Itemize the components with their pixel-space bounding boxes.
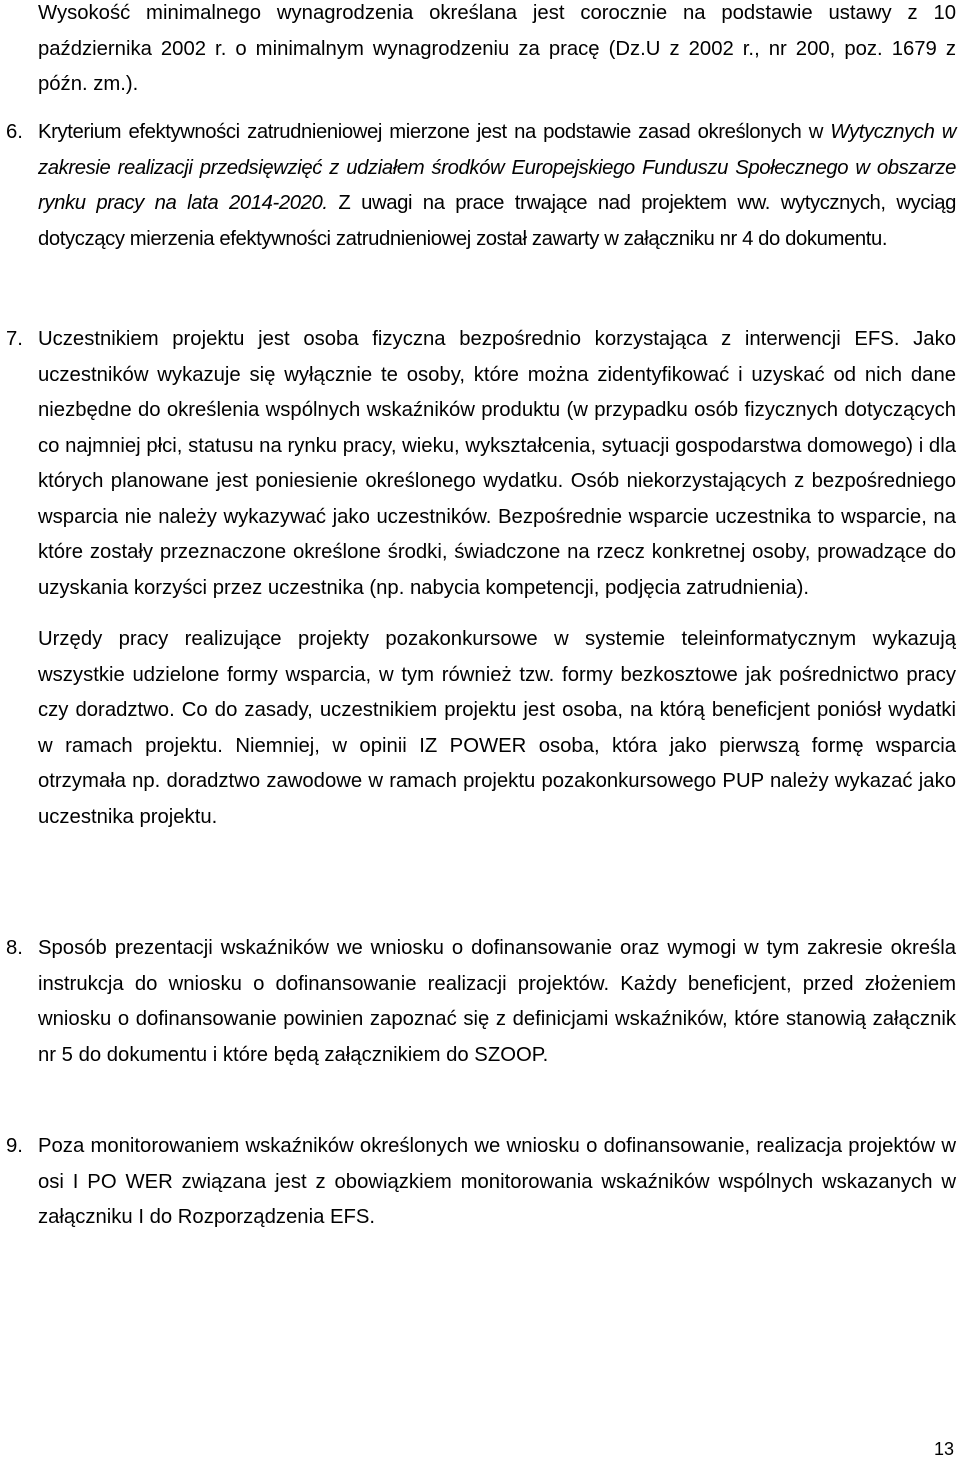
- item-7-paragraph-1: Uczestnikiem projektu jest osoba fizyczna bezpośrednio korzystająca z interwencji EFS. Jako uczestników wykazuje się wyłącznie te osoby, które można zidentyfikować i uzyskać od nich dane niezbędne do określenia wspólnych wskaźników produktu (w przypadku osób fizycznych dotyczących co najmniej płci, statusu na rynku pracy, wieku, wykształcenia, sytuacji gospodarstwa domowego) i dla których planowane jest poniesienie określonego wydatku. Osób niekorzystających z bezpośredniego wsparcia nie należy wykazywać jako uczestników. Bezpośrednie wsparcie uczestnika to wsparcie, na które zostały przeznaczone określone środki, świadczone na rzecz konkretnej osoby, prowadzące do uzyskania korzyści przez uczestnika (np. nabycia kompetencji, podjęcia zatrudnienia).: [38, 328, 956, 599]
- item-9-paragraph: Poza monitorowaniem wskaźników określonych we wniosku o dofinansowanie, realizacja projektów w osi I PO WER związana jest z obowiązkiem monitorowania wskaźników wspólnych wskazanych w załączniku I do Rozporządzenia EFS.: [38, 1135, 956, 1228]
- item-6-paragraph: [38, 115, 956, 257]
- item-6-text-after: Z uwagi na prace trwające nad projektem ww. wytycznych, wyciąg dotyczący mierzenia efektywności zatrudnieniowej został zawarty w załączniku nr 4 do dokumentu.: [38, 192, 956, 250]
- item-7-paragraph-2: Urzędy pracy realizujące projekty pozakonkursowe w systemie teleinformatycznym wykazują wszystkie udzielone formy wsparcia, w tym również tzw. formy bezkosztowe jak pośrednictwo pracy czy doradztwo. Co do zasady, uczestnikiem projektu jest osoba, na którą beneficjent poniósł wydatki w ramach projektu. Niemniej, w opinii IZ POWER osoba, która jako pierwszą formę wsparcia otrzymała np. doradztwo zawodowe w ramach projektu pozakonkursowego PUP należy wykazać jako uczestnika projektu.: [38, 628, 956, 828]
- list-item-7: [0, 322, 956, 835]
- page-number: 13: [933, 1439, 954, 1459]
- list-number: 9.: [6, 1135, 23, 1157]
- list-item-body: [38, 1129, 956, 1236]
- item-8-paragraph: Sposób prezentacji wskaźników we wniosku o dofinansowanie oraz wymogi w tym zakresie określa instrukcja do wniosku o dofinansowanie realizacji projektów. Każdy beneficjent, przed złożeniem wniosku o dofinansowanie powinien zapoznać się z definicjami wskaźników, które stanowią załącznik nr 5 do dokumentu i które będą załącznikiem do SZOOP.: [38, 937, 956, 1066]
- list-number: 8.: [6, 937, 23, 959]
- intro-paragraph: Wysokość minimalnego wynagrodzenia określana jest corocznie na podstawie ustawy z 10 października 2002 r. o minimalnym wynagrodzeniu za pracę (Dz.U z 2002 r., nr 200, poz. 1679 z późn. zm.).: [38, 2, 956, 95]
- list-item-8: [0, 931, 956, 1073]
- list-number: 7.: [6, 328, 23, 350]
- list-item-9: [0, 1129, 956, 1236]
- guidelines-title: Wytycznych w zakresie realizacji przedsięwzięć z udziałem środków Europejskiego Funduszu Społecznego w obszarze rynku pracy na lata 2014-2020.: [38, 121, 956, 214]
- list-item-body: [38, 931, 956, 1073]
- list-item-6: [0, 115, 956, 257]
- item-6-text-before: Kryterium efektywności zatrudnieniowej mierzone jest na podstawie zasad określonych w: [38, 121, 831, 143]
- list-item-body: [38, 115, 956, 257]
- list-item-body: [38, 322, 956, 835]
- list-number: 6.: [6, 121, 23, 143]
